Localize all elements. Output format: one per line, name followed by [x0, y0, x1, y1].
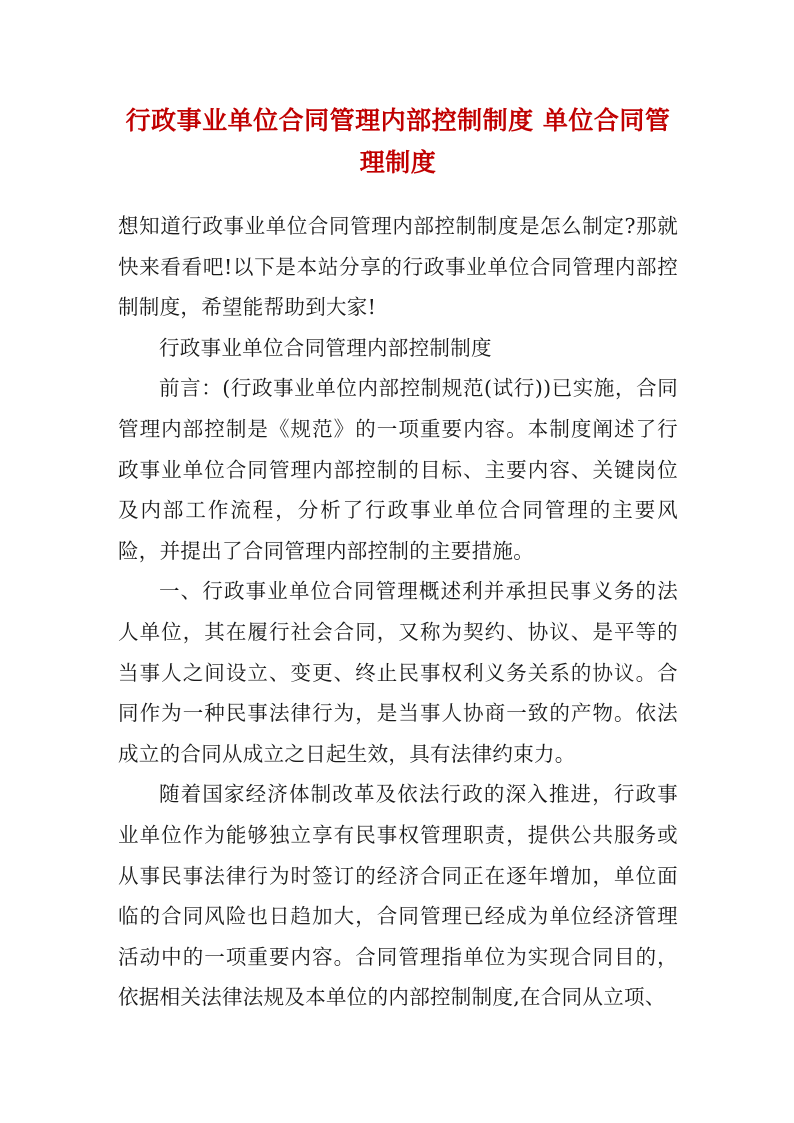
- body-paragraph: 随着国家经济体制改革及依法行政的深入推进，行政事业单位作为能够独立享有民事权管理职责，提供公共服务或从事民事法律行为时签订的经济合同正在逐年增加，单位面临的合同风险也日趋加大，合同管理已经成为单位经济管理活动中的一项重要内容。合同管理指单位为实现合同目的，依据相关法律法规及本单位的内部控制制度,在合同从立项、: [118, 782, 678, 1010]
- intro-paragraph: 想知道行政事业单位合同管理内部控制制度是怎么制定?那就快来看看吧!以下是本站分享的行政事业单位合同管理内部控制制度，希望能帮助到大家!: [118, 214, 678, 320]
- document-title: 行政事业单位合同管理内部控制制度 单位合同管理制度: [125, 106, 671, 177]
- preface-paragraph: 前言：(行政事业单位内部控制规范(试行))已实施，合同管理内部控制是《规范》的一项重要内容。本制度阐述了行政事业单位合同管理内部控制的目标、主要内容、关键岗位及内部工作流程，分析了行政事业单位合同管理的主要风险，并提出了合同管理内部控制的主要措施。: [118, 376, 678, 563]
- document-page: [118, 100, 678, 1018]
- section-heading: 行政事业单位合同管理内部控制制度: [159, 335, 492, 360]
- overview-paragraph: 一、行政事业单位合同管理概述利并承担民事义务的法人单位，其在履行社会合同，又称为契约、协议、是平等的当事人之间设立、变更、终止民事权利义务关系的协议。合同作为一种民事法律行为，是当事人协商一致的产物。依法成立的合同从成立之日起生效，具有法律约束力。: [118, 579, 678, 766]
